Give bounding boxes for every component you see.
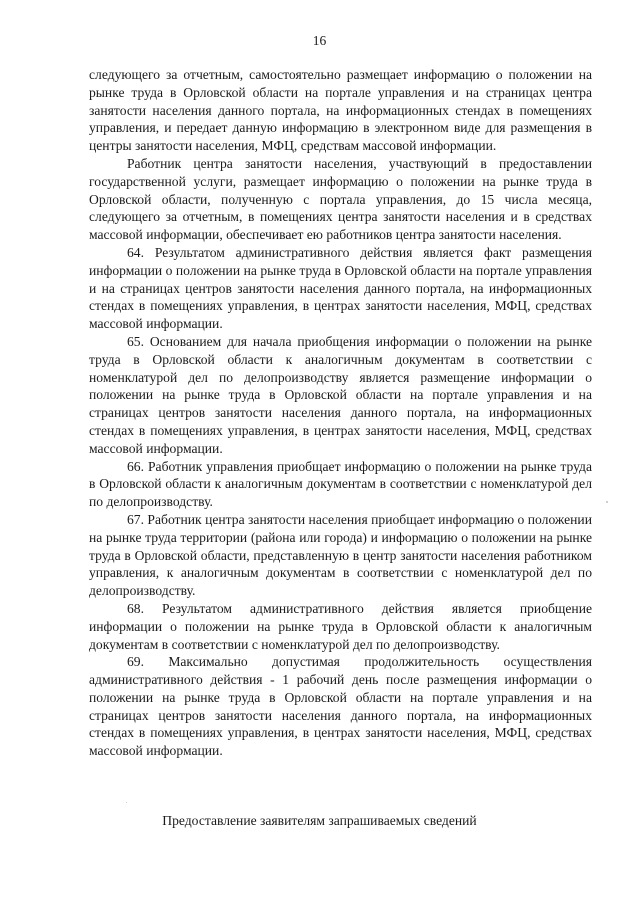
paragraph-65: 65. Основанием для начала приобщения информации о положении на рынке труда в Орловской области к аналогичным документам в соответствии с номенклатурой дел по делопроизводству является размещение информации о положении на рынке труда в Орловской области на портале управления и на страницах центров занятости населения данного портала, на информационных стендах в помещениях управления, в центрах занятости населения, МФЦ, средствах массовой информации. [89, 333, 592, 456]
paragraph-employment-center-worker: Работник центра занятости населения, участвующий в предоставлении государственной услуги, размещает информацию о положении на рынке труда в Орловской области, полученную с портала управления, до 15 числа месяца, следующего за отчетным, в помещениях центра занятости населения и в средствах массовой информации, обеспечивает ею работников центра занятости населения. [89, 155, 592, 243]
scan-speck [606, 501, 608, 503]
paragraph-64: 64. Результатом административного действия является факт размещения информации о положении на рынке труда в Орловской области на портале управления и на страницах центров занятости населения данного портала, на информационных стендах в помещениях управления, в центрах занятости населения, МФЦ, средствах массовой информации. [89, 244, 592, 332]
scan-speck [126, 802, 127, 803]
section-heading: Предоставление заявителям запрашиваемых сведений [162, 813, 477, 828]
paragraph-66: 66. Работник управления приобщает информацию о положении на рынке труда в Орловской области к аналогичным документам в соответствии с номенклатурой дел по делопроизводству. [89, 458, 592, 510]
paragraph-continuation: следующего за отчетным, самостоятельно размещает информацию о положении на рынке труда в Орловской области на портале управления и на страницах центра занятости населения данного портала, на информационных стендах в помещениях управления, и передает данную информацию в электронном виде для размещения в центры занятости населения, МФЦ, средствам массовой информации. [89, 67, 592, 154]
body-text [89, 66, 592, 760]
paragraph-69: 69. Максимально допустимая продолжительность осуществления административного действия - 1 рабочий день после размещения информации о положении на рынке труда в Орловской области на портале управления и на страницах центров занятости населения данного портала, на информационных стендах в помещениях управления, в центрах занятости населения, МФЦ, средствах массовой информации. [89, 654, 592, 759]
page-number: 16 [312, 33, 327, 48]
paragraph-67: 67. Работник центра занятости населения приобщает информацию о положении на рынке труда территории (района или города) и информацию о положении на рынке труда в Орловской области, представленную в центр занятости населения работником управления, к аналогичным документам в соответствии с номенклатурой дел по делопроизводству. [89, 511, 592, 599]
paragraph-68: 68. Результатом административного действия является приобщение информации о положении на рынке труда в Орловской области к аналогичным документам в соответствии с номенклатурой дел по делопроизводству. [89, 600, 592, 652]
